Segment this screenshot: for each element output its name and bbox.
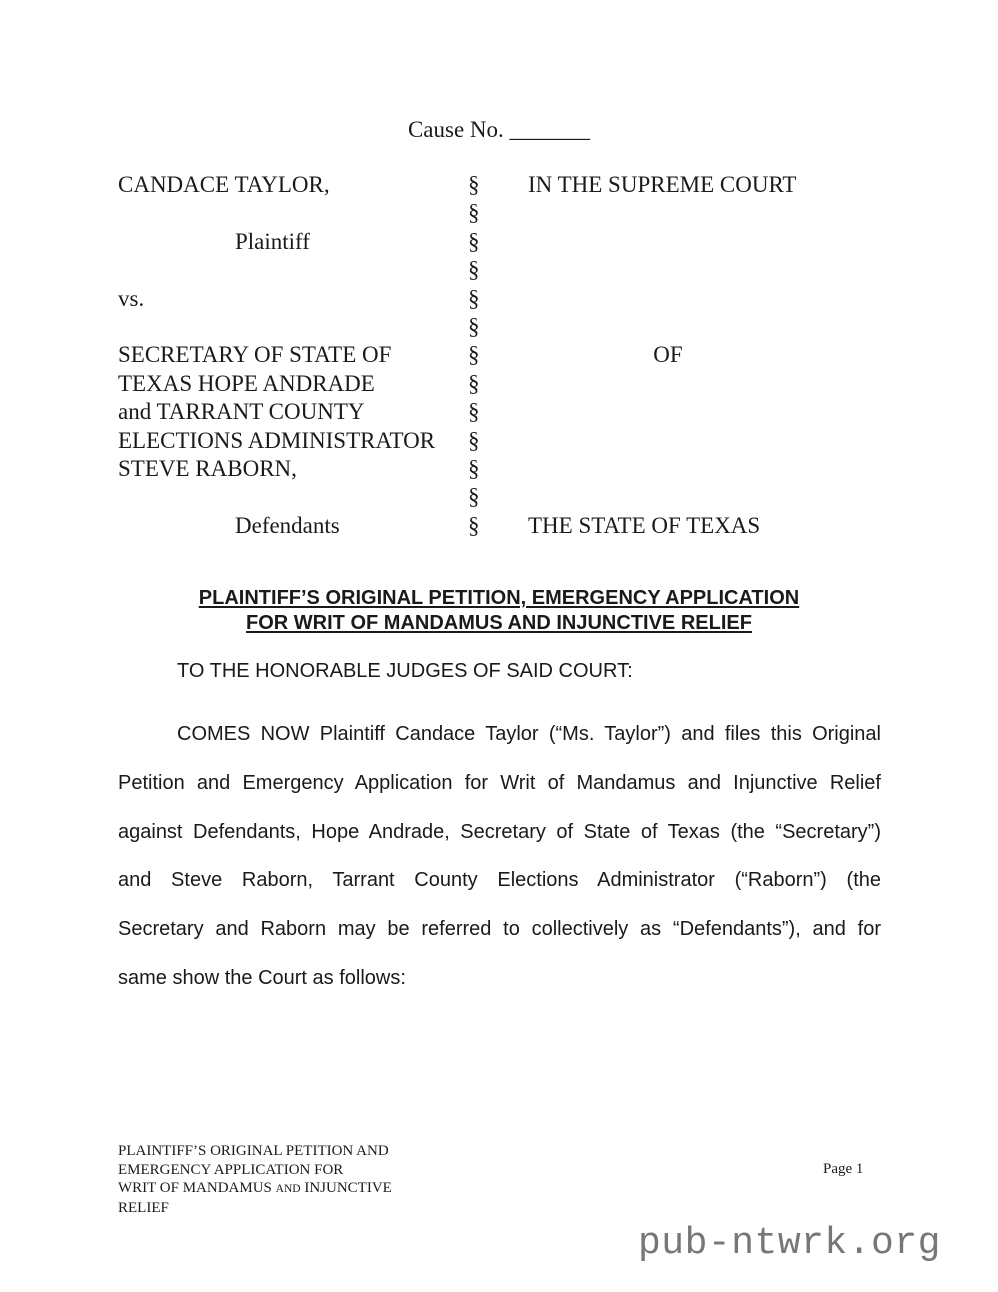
footer-line (118, 1179, 392, 1199)
caption-row (118, 455, 878, 483)
caption-court-text: THE STATE OF TEXAS (528, 512, 761, 538)
caption-party-text: vs. (118, 285, 145, 311)
caption-row (118, 512, 878, 540)
caption-party-text: Defendants (235, 512, 340, 538)
section-symbol: § (468, 313, 480, 339)
title-line-2: FOR WRIT OF MANDAMUS AND INJUNCTIVE RELIEF (246, 612, 752, 634)
caption-row (118, 313, 878, 341)
section-symbol: § (468, 172, 480, 197)
caption-party-text: and TARRANT COUNTY (118, 399, 365, 425)
footer-document-title (118, 1142, 392, 1217)
body-line: same show the Court as follows: (118, 966, 406, 989)
page-number: Page 1 (823, 1161, 864, 1177)
body-line: Secretary and Raborn may be referred to collectively as “Defendants”), and for (118, 918, 881, 941)
section-symbol: § (468, 455, 480, 481)
document-title (0, 586, 998, 636)
caption-court-text: OF (653, 342, 683, 368)
section-symbol: § (468, 200, 480, 226)
salutation: TO THE HONORABLE JUDGES OF SAID COURT: (177, 660, 633, 682)
section-symbol: § (468, 257, 480, 283)
watermark: pub-ntwrk.org (638, 1222, 941, 1265)
body-line: Petition and Emergency Application for Writ of Mandamus and Injunctive Relief (118, 771, 881, 794)
section-symbol: § (468, 484, 480, 510)
cause-number: Cause No. _______ (407, 117, 591, 142)
footer-text: INJUNCTIVE (300, 1180, 392, 1196)
caption-row (118, 228, 878, 256)
footer-small-caps: AND (275, 1183, 301, 1195)
body-line: against Defendants, Hope Andrade, Secretary of State of Texas (the “Secretary”) (118, 820, 881, 843)
body-line: and Steve Raborn, Tarrant County Elections Administrator (“Raborn”) (the (118, 869, 881, 892)
footer-line: EMERGENCY APPLICATION FOR (118, 1161, 344, 1178)
caption-row (118, 256, 878, 284)
footer-line: RELIEF (118, 1199, 169, 1216)
caption-court-text: IN THE SUPREME COURT (528, 172, 797, 197)
body-paragraph (118, 710, 881, 1003)
caption-row (118, 483, 878, 511)
caption-row (118, 171, 878, 199)
caption-party-text: CANDACE TAYLOR, (118, 172, 330, 197)
caption-row (118, 199, 878, 227)
footer-text: WRIT OF MANDAMUS (118, 1180, 276, 1196)
caption-row (118, 370, 878, 398)
section-symbol: § (468, 228, 480, 254)
body-line: COMES NOW Plaintiff Candace Taylor (“Ms. Taylor”) and files this Original (177, 723, 881, 745)
caption-party-text: TEXAS HOPE ANDRADE (118, 370, 375, 396)
caption-row (118, 341, 878, 369)
section-symbol: § (468, 427, 480, 453)
caption-party-text: Plaintiff (235, 228, 310, 254)
section-symbol: § (468, 370, 480, 396)
caption-party-text: SECRETARY OF STATE OF (118, 342, 392, 368)
caption-row (118, 398, 878, 426)
caption-row (118, 427, 878, 455)
caption-party-text: STEVE RABORN, (118, 455, 297, 481)
caption-party-text: ELECTIONS ADMINISTRATOR (118, 427, 436, 453)
section-symbol: § (468, 285, 480, 311)
section-symbol: § (468, 512, 480, 538)
caption-row (118, 285, 878, 313)
section-symbol: § (468, 342, 480, 368)
section-symbol: § (468, 399, 480, 425)
title-line-1: PLAINTIFF’S ORIGINAL PETITION, EMERGENCY APPLICATION (198, 587, 800, 609)
case-caption (118, 171, 878, 540)
footer-line: PLAINTIFF’S ORIGINAL PETITION AND (118, 1143, 389, 1159)
